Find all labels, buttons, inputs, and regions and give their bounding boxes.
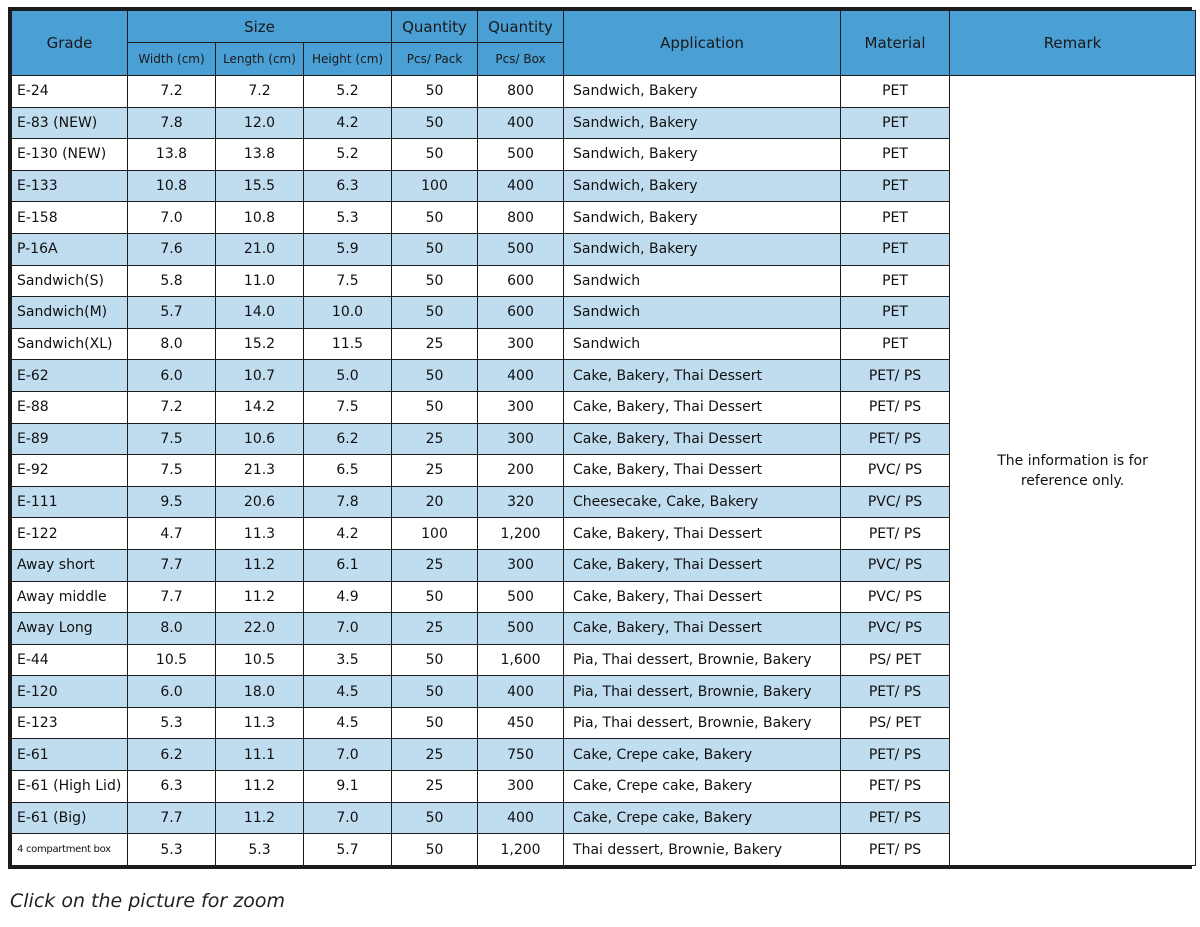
width-cell: 7.5	[128, 423, 216, 455]
length-cell: 11.3	[216, 707, 304, 739]
pcs-box-cell: 500	[478, 233, 564, 265]
material-cell: PET/ PS	[841, 360, 950, 392]
grade-cell: E-44	[12, 644, 128, 676]
length-cell: 13.8	[216, 139, 304, 171]
product-spec-table-frame[interactable]	[8, 7, 1192, 869]
grade-cell: E-88	[12, 391, 128, 423]
material-cell: PET/ PS	[841, 676, 950, 708]
pcs-pack-cell: 25	[392, 423, 478, 455]
material-cell: PET	[841, 265, 950, 297]
width-cell: 7.8	[128, 107, 216, 139]
material-cell: PET/ PS	[841, 802, 950, 834]
application-cell: Sandwich, Bakery	[564, 76, 841, 108]
pcs-box-cell: 400	[478, 360, 564, 392]
application-cell: Sandwich, Bakery	[564, 170, 841, 202]
width-cell: 6.0	[128, 360, 216, 392]
width-cell: 6.0	[128, 676, 216, 708]
pcs-box-cell: 320	[478, 486, 564, 518]
pcs-box-cell: 400	[478, 802, 564, 834]
application-cell: Cheesecake, Cake, Bakery	[564, 486, 841, 518]
length-cell: 11.2	[216, 581, 304, 613]
length-cell: 21.3	[216, 455, 304, 487]
application-cell: Sandwich, Bakery	[564, 107, 841, 139]
grade-cell: E-89	[12, 423, 128, 455]
length-cell: 14.2	[216, 391, 304, 423]
pcs-box-cell: 800	[478, 202, 564, 234]
pcs-box-cell: 1,200	[478, 834, 564, 866]
height-cell: 4.5	[304, 707, 392, 739]
application-cell: Cake, Bakery, Thai Dessert	[564, 518, 841, 550]
application-cell: Pia, Thai dessert, Brownie, Bakery	[564, 676, 841, 708]
application-cell: Sandwich	[564, 328, 841, 360]
material-cell: PVC/ PS	[841, 455, 950, 487]
width-cell: 7.7	[128, 549, 216, 581]
pcs-pack-cell: 100	[392, 170, 478, 202]
header-quantity-pack: Quantity	[392, 11, 478, 43]
pcs-box-cell: 600	[478, 297, 564, 329]
length-cell: 10.8	[216, 202, 304, 234]
width-cell: 6.2	[128, 739, 216, 771]
pcs-pack-cell: 50	[392, 360, 478, 392]
header-pcs-pack: Pcs/ Pack	[392, 43, 478, 76]
pcs-box-cell: 500	[478, 581, 564, 613]
width-cell: 5.3	[128, 707, 216, 739]
grade-cell: E-123	[12, 707, 128, 739]
length-cell: 12.0	[216, 107, 304, 139]
length-cell: 15.2	[216, 328, 304, 360]
material-cell: PET	[841, 233, 950, 265]
material-cell: PET	[841, 107, 950, 139]
pcs-box-cell: 600	[478, 265, 564, 297]
pcs-box-cell: 750	[478, 739, 564, 771]
material-cell: PET/ PS	[841, 739, 950, 771]
remark-cell: The information is for reference only.	[950, 76, 1196, 866]
length-cell: 11.3	[216, 518, 304, 550]
height-cell: 11.5	[304, 328, 392, 360]
material-cell: PS/ PET	[841, 707, 950, 739]
pcs-pack-cell: 50	[392, 297, 478, 329]
pcs-box-cell: 400	[478, 107, 564, 139]
header-pcs-box: Pcs/ Box	[478, 43, 564, 76]
length-cell: 18.0	[216, 676, 304, 708]
table-body	[12, 76, 1196, 866]
height-cell: 5.9	[304, 233, 392, 265]
pcs-pack-cell: 25	[392, 613, 478, 645]
length-cell: 22.0	[216, 613, 304, 645]
width-cell: 7.0	[128, 202, 216, 234]
pcs-box-cell: 300	[478, 549, 564, 581]
pcs-pack-cell: 25	[392, 549, 478, 581]
grade-cell: E-92	[12, 455, 128, 487]
pcs-pack-cell: 50	[392, 107, 478, 139]
pcs-box-cell: 300	[478, 771, 564, 803]
pcs-pack-cell: 50	[392, 707, 478, 739]
width-cell: 7.5	[128, 455, 216, 487]
header-height: Height (cm)	[304, 43, 392, 76]
height-cell: 7.0	[304, 739, 392, 771]
length-cell: 7.2	[216, 76, 304, 108]
material-cell: PET	[841, 139, 950, 171]
height-cell: 7.0	[304, 802, 392, 834]
application-cell: Sandwich, Bakery	[564, 139, 841, 171]
pcs-box-cell: 500	[478, 139, 564, 171]
application-cell: Sandwich	[564, 297, 841, 329]
length-cell: 5.3	[216, 834, 304, 866]
material-cell: PET/ PS	[841, 423, 950, 455]
width-cell: 7.7	[128, 581, 216, 613]
pcs-box-cell: 400	[478, 676, 564, 708]
grade-cell: E-122	[12, 518, 128, 550]
height-cell: 7.8	[304, 486, 392, 518]
pcs-box-cell: 200	[478, 455, 564, 487]
grade-cell: E-61	[12, 739, 128, 771]
pcs-pack-cell: 50	[392, 233, 478, 265]
header-quantity-box: Quantity	[478, 11, 564, 43]
width-cell: 8.0	[128, 613, 216, 645]
application-cell: Cake, Crepe cake, Bakery	[564, 771, 841, 803]
material-cell: PET	[841, 170, 950, 202]
table-row	[12, 76, 1196, 108]
grade-cell: Away middle	[12, 581, 128, 613]
header-size: Size	[128, 11, 392, 43]
width-cell: 6.3	[128, 771, 216, 803]
height-cell: 6.3	[304, 170, 392, 202]
width-cell: 7.6	[128, 233, 216, 265]
length-cell: 21.0	[216, 233, 304, 265]
grade-cell: E-61 (High Lid)	[12, 771, 128, 803]
width-cell: 5.7	[128, 297, 216, 329]
height-cell: 4.5	[304, 676, 392, 708]
height-cell: 6.5	[304, 455, 392, 487]
pcs-pack-cell: 25	[392, 739, 478, 771]
pcs-pack-cell: 50	[392, 834, 478, 866]
pcs-pack-cell: 25	[392, 771, 478, 803]
height-cell: 4.9	[304, 581, 392, 613]
material-cell: PET/ PS	[841, 771, 950, 803]
grade-cell: P-16A	[12, 233, 128, 265]
product-spec-table	[11, 10, 1196, 866]
length-cell: 14.0	[216, 297, 304, 329]
width-cell: 4.7	[128, 518, 216, 550]
height-cell: 4.2	[304, 518, 392, 550]
pcs-box-cell: 400	[478, 170, 564, 202]
zoom-hint: Click on the picture for zoom	[10, 890, 285, 912]
grade-cell: E-120	[12, 676, 128, 708]
pcs-box-cell: 300	[478, 391, 564, 423]
material-cell: PVC/ PS	[841, 549, 950, 581]
height-cell: 5.2	[304, 139, 392, 171]
width-cell: 9.5	[128, 486, 216, 518]
grade-cell: E-24	[12, 76, 128, 108]
width-cell: 7.2	[128, 391, 216, 423]
height-cell: 6.2	[304, 423, 392, 455]
pcs-pack-cell: 50	[392, 391, 478, 423]
application-cell: Pia, Thai dessert, Brownie, Bakery	[564, 644, 841, 676]
pcs-box-cell: 450	[478, 707, 564, 739]
material-cell: PET	[841, 202, 950, 234]
header-grade: Grade	[12, 11, 128, 76]
length-cell: 11.2	[216, 771, 304, 803]
pcs-pack-cell: 50	[392, 644, 478, 676]
header-length: Length (cm)	[216, 43, 304, 76]
material-cell: PET	[841, 76, 950, 108]
pcs-pack-cell: 50	[392, 676, 478, 708]
application-cell: Cake, Bakery, Thai Dessert	[564, 549, 841, 581]
material-cell: PVC/ PS	[841, 486, 950, 518]
application-cell: Cake, Bakery, Thai Dessert	[564, 581, 841, 613]
grade-cell: Sandwich(M)	[12, 297, 128, 329]
grade-cell: E-61 (Big)	[12, 802, 128, 834]
pcs-box-cell: 300	[478, 328, 564, 360]
pcs-pack-cell: 50	[392, 265, 478, 297]
height-cell: 7.5	[304, 265, 392, 297]
length-cell: 10.7	[216, 360, 304, 392]
pcs-box-cell: 300	[478, 423, 564, 455]
height-cell: 7.0	[304, 613, 392, 645]
application-cell: Cake, Bakery, Thai Dessert	[564, 613, 841, 645]
application-cell: Thai dessert, Brownie, Bakery	[564, 834, 841, 866]
grade-cell: Away short	[12, 549, 128, 581]
grade-cell: Sandwich(XL)	[12, 328, 128, 360]
application-cell: Pia, Thai dessert, Brownie, Bakery	[564, 707, 841, 739]
width-cell: 8.0	[128, 328, 216, 360]
pcs-pack-cell: 25	[392, 328, 478, 360]
material-cell: PET	[841, 328, 950, 360]
length-cell: 15.5	[216, 170, 304, 202]
length-cell: 10.6	[216, 423, 304, 455]
width-cell: 10.8	[128, 170, 216, 202]
grade-cell: Away Long	[12, 613, 128, 645]
width-cell: 5.8	[128, 265, 216, 297]
length-cell: 11.2	[216, 802, 304, 834]
application-cell: Cake, Bakery, Thai Dessert	[564, 455, 841, 487]
length-cell: 11.2	[216, 549, 304, 581]
grade-cell: E-83 (NEW)	[12, 107, 128, 139]
height-cell: 5.0	[304, 360, 392, 392]
pcs-box-cell: 1,200	[478, 518, 564, 550]
height-cell: 6.1	[304, 549, 392, 581]
height-cell: 5.2	[304, 76, 392, 108]
height-cell: 4.2	[304, 107, 392, 139]
width-cell: 10.5	[128, 644, 216, 676]
grade-cell: Sandwich(S)	[12, 265, 128, 297]
grade-cell: 4 compartment box	[12, 834, 128, 866]
application-cell: Cake, Bakery, Thai Dessert	[564, 391, 841, 423]
application-cell: Sandwich, Bakery	[564, 233, 841, 265]
height-cell: 3.5	[304, 644, 392, 676]
pcs-box-cell: 800	[478, 76, 564, 108]
grade-cell: E-130 (NEW)	[12, 139, 128, 171]
pcs-box-cell: 1,600	[478, 644, 564, 676]
material-cell: PVC/ PS	[841, 613, 950, 645]
width-cell: 7.7	[128, 802, 216, 834]
grade-cell: E-158	[12, 202, 128, 234]
application-cell: Cake, Crepe cake, Bakery	[564, 739, 841, 771]
width-cell: 7.2	[128, 76, 216, 108]
material-cell: PET/ PS	[841, 518, 950, 550]
grade-cell: E-133	[12, 170, 128, 202]
height-cell: 5.3	[304, 202, 392, 234]
pcs-pack-cell: 50	[392, 76, 478, 108]
pcs-pack-cell: 100	[392, 518, 478, 550]
length-cell: 11.1	[216, 739, 304, 771]
material-cell: PET	[841, 297, 950, 329]
length-cell: 11.0	[216, 265, 304, 297]
pcs-pack-cell: 20	[392, 486, 478, 518]
height-cell: 7.5	[304, 391, 392, 423]
height-cell: 9.1	[304, 771, 392, 803]
pcs-pack-cell: 50	[392, 202, 478, 234]
height-cell: 10.0	[304, 297, 392, 329]
length-cell: 20.6	[216, 486, 304, 518]
pcs-box-cell: 500	[478, 613, 564, 645]
pcs-pack-cell: 50	[392, 139, 478, 171]
pcs-pack-cell: 25	[392, 455, 478, 487]
application-cell: Cake, Crepe cake, Bakery	[564, 802, 841, 834]
application-cell: Cake, Bakery, Thai Dessert	[564, 423, 841, 455]
grade-cell: E-62	[12, 360, 128, 392]
header-width: Width (cm)	[128, 43, 216, 76]
header-application: Application	[564, 11, 841, 76]
header-material: Material	[841, 11, 950, 76]
application-cell: Cake, Bakery, Thai Dessert	[564, 360, 841, 392]
width-cell: 13.8	[128, 139, 216, 171]
material-cell: PVC/ PS	[841, 581, 950, 613]
pcs-pack-cell: 50	[392, 802, 478, 834]
length-cell: 10.5	[216, 644, 304, 676]
application-cell: Sandwich	[564, 265, 841, 297]
grade-cell: E-111	[12, 486, 128, 518]
application-cell: Sandwich, Bakery	[564, 202, 841, 234]
material-cell: PS/ PET	[841, 644, 950, 676]
pcs-pack-cell: 50	[392, 581, 478, 613]
height-cell: 5.7	[304, 834, 392, 866]
width-cell: 5.3	[128, 834, 216, 866]
material-cell: PET/ PS	[841, 834, 950, 866]
header-remark: Remark	[950, 11, 1196, 76]
material-cell: PET/ PS	[841, 391, 950, 423]
